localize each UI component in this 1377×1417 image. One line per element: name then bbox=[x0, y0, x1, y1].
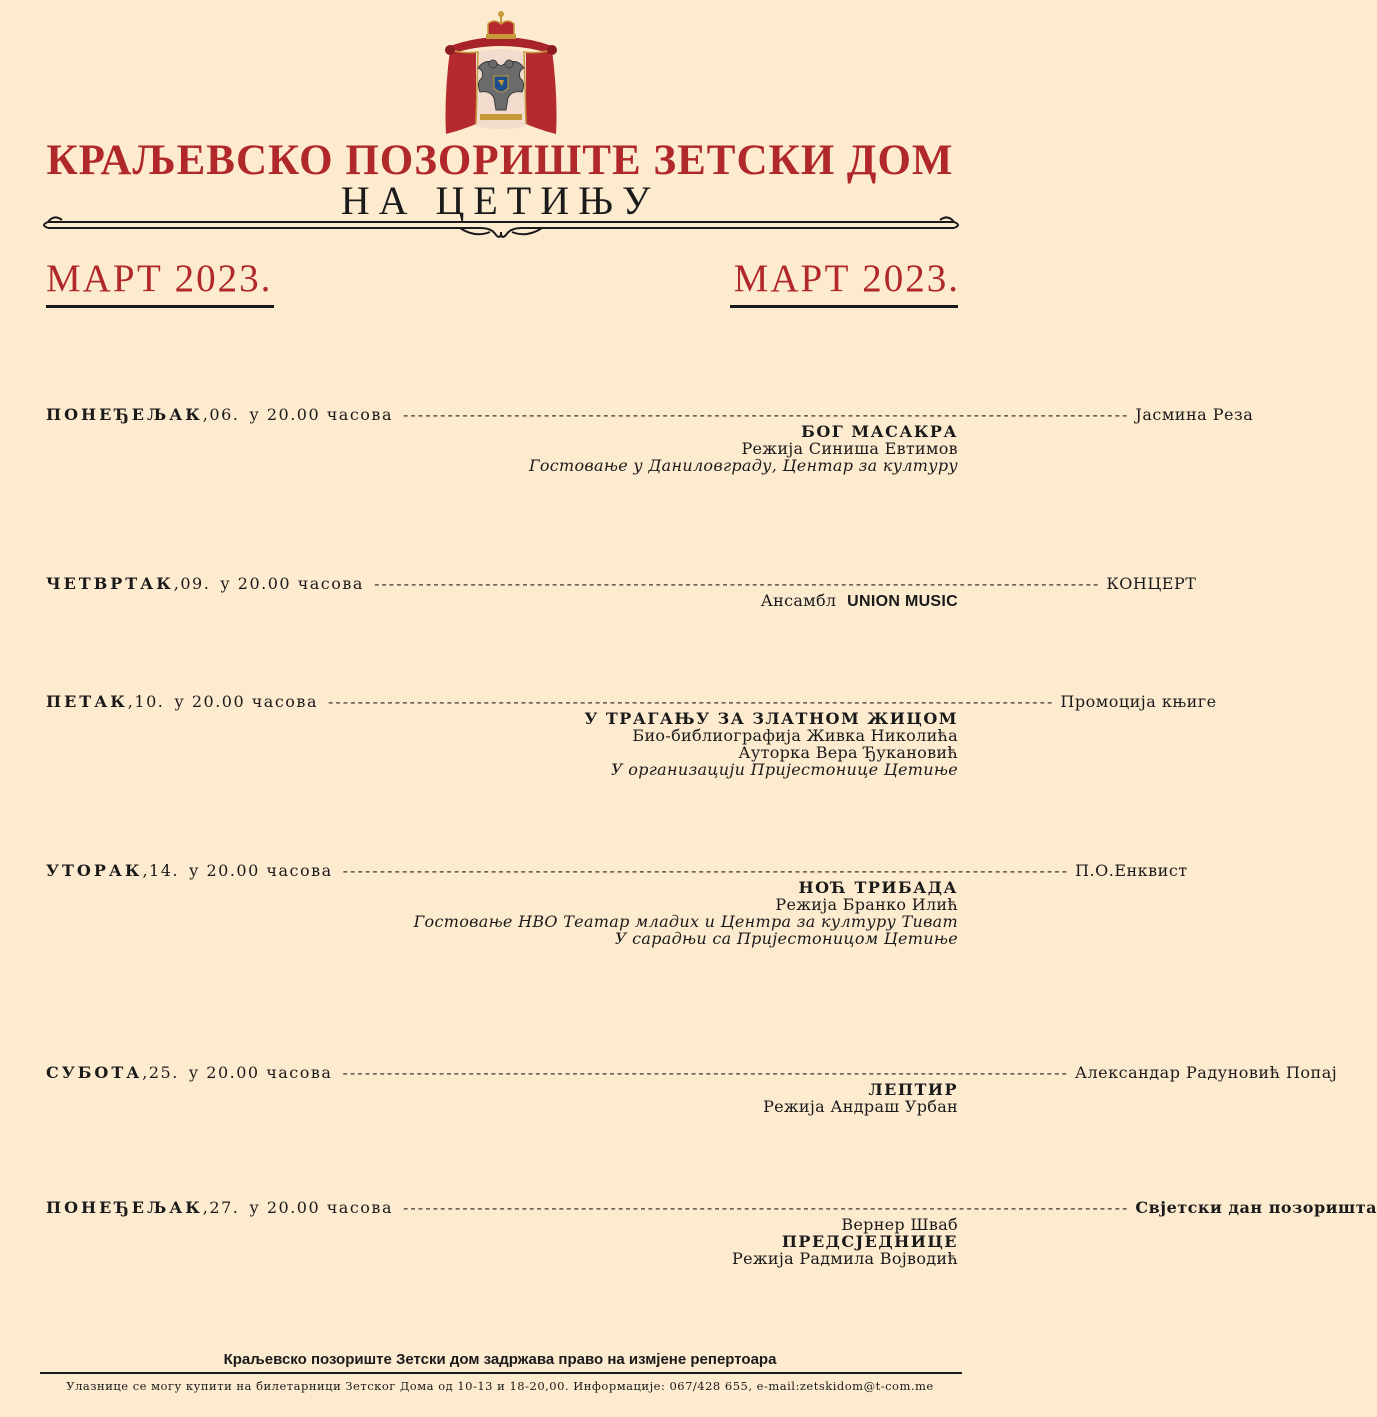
event-date: ,10. bbox=[127, 692, 165, 711]
footer-divider bbox=[40, 1372, 962, 1374]
event-time: у 20.00 часова bbox=[174, 692, 318, 711]
event-title: У ТРАГАЊУ ЗА ЗЛАТНОМ ЖИЦОМ bbox=[584, 709, 958, 728]
dotted-leader: -------------------------------------------------------------------------------------------------- bbox=[342, 862, 1070, 880]
ensemble-prefix: Ансамбл bbox=[760, 591, 837, 610]
event-author: П.О.Енквист bbox=[1075, 861, 1188, 880]
event-entry bbox=[46, 1198, 1377, 1268]
dotted-leader: -------------------------------------------------------------------------------------------------- bbox=[402, 406, 1130, 424]
event-entry bbox=[46, 405, 1254, 475]
event-time: у 20.00 часова bbox=[220, 574, 364, 593]
event-director: Режија Бранко Илић bbox=[775, 895, 958, 914]
event-note: У сарадњи са Пријестоницом Цетиње bbox=[614, 929, 958, 948]
event-ensemble bbox=[46, 592, 958, 610]
repertoire-change-note: Краљевско позориште Зетски дом задржава право на измјене репертоара bbox=[223, 1351, 777, 1368]
event-entry bbox=[46, 692, 1217, 779]
month-label-right: МАРТ 2023. bbox=[733, 257, 960, 300]
coat-of-arms-icon bbox=[436, 6, 566, 140]
month-underline-left bbox=[46, 305, 274, 308]
month-label-left: МАРТ 2023. bbox=[46, 257, 273, 300]
ticket-info: Улазнице се могу купити на билетарници Зетског Дома од 10-13 и 18-20,00. Информације: 067/428 655, e-mail:zetskidom@t-com.me bbox=[66, 1379, 934, 1393]
dotted-leader: -------------------------------------------------------------------------------------------------- bbox=[342, 1064, 1069, 1082]
event-date: ,14. bbox=[142, 861, 179, 880]
event-title: БОГ МАСАКРА bbox=[801, 422, 958, 441]
dotted-leader: -------------------------------------------------------------------------------------------------- bbox=[402, 1199, 1130, 1217]
event-time: у 20.00 часова bbox=[188, 861, 333, 880]
event-title: НОЋ ТРИБАДА bbox=[798, 878, 958, 897]
event-day: ПОНЕЂЕЉАК bbox=[46, 405, 203, 424]
event-date: ,09. bbox=[173, 574, 211, 593]
event-line: Био-библиографија Живка Николића bbox=[632, 726, 958, 745]
event-director: Режија Радмила Војводић bbox=[732, 1249, 958, 1268]
event-author: Вернер Шваб bbox=[841, 1215, 958, 1234]
ornamental-divider bbox=[40, 208, 962, 242]
event-entry bbox=[46, 861, 1188, 948]
event-day: СУБОТА bbox=[46, 1063, 143, 1082]
event-day: ПОНЕЂЕЉАК bbox=[46, 1198, 203, 1217]
event-occasion: Свјетски дан позоришта bbox=[1135, 1198, 1377, 1217]
event-date: ,06. bbox=[202, 405, 240, 424]
ensemble-name: UNION MUSIC bbox=[847, 593, 958, 610]
event-line: Ауторка Вера Ђукановић bbox=[738, 743, 958, 762]
event-type: КОНЦЕРТ bbox=[1106, 574, 1197, 593]
event-time: у 20.00 часова bbox=[249, 1198, 393, 1217]
page-subtitle: НА ЦЕТИЊУ bbox=[340, 178, 660, 223]
event-time: у 20.00 часова bbox=[249, 405, 393, 424]
event-author: Јасмина Реза bbox=[1135, 405, 1254, 424]
event-day: ЧЕТВРТАК bbox=[46, 574, 174, 593]
event-time: у 20.00 часова bbox=[188, 1063, 333, 1082]
dotted-leader: -------------------------------------------------------------------------------------------------- bbox=[327, 693, 1055, 711]
event-note: Гостовање НВО Театар младих и Центра за културу Тиват bbox=[413, 912, 958, 931]
page-title: КРАЉЕВСКО ПОЗОРИШТЕ ЗЕТСКИ ДОМ bbox=[46, 137, 954, 184]
event-director: Режија Андраш Урбан bbox=[763, 1097, 958, 1116]
event-entry bbox=[46, 1063, 1338, 1116]
dotted-leader: -------------------------------------------------------------------------------------------------- bbox=[373, 575, 1101, 593]
event-day: ПЕТАК bbox=[46, 692, 128, 711]
event-entry bbox=[46, 574, 1197, 610]
event-date: ,27. bbox=[202, 1198, 240, 1217]
event-type: Промоција књиге bbox=[1060, 692, 1217, 711]
event-director: Режија Синиша Евтимов bbox=[741, 439, 958, 458]
event-title: ЛЕПТИР bbox=[868, 1080, 958, 1099]
month-underline-right bbox=[730, 305, 958, 308]
event-author: Александар Радуновић Попај bbox=[1074, 1063, 1338, 1082]
event-note: У организацији Пријестонице Цетиње bbox=[611, 760, 958, 779]
event-title: ПРЕДСЈЕДНИЦЕ bbox=[781, 1232, 958, 1251]
event-day: УТОРАК bbox=[46, 861, 143, 880]
event-date: ,25. bbox=[142, 1063, 179, 1082]
event-note: Гостовање у Даниловграду, Центар за културу bbox=[528, 456, 958, 475]
